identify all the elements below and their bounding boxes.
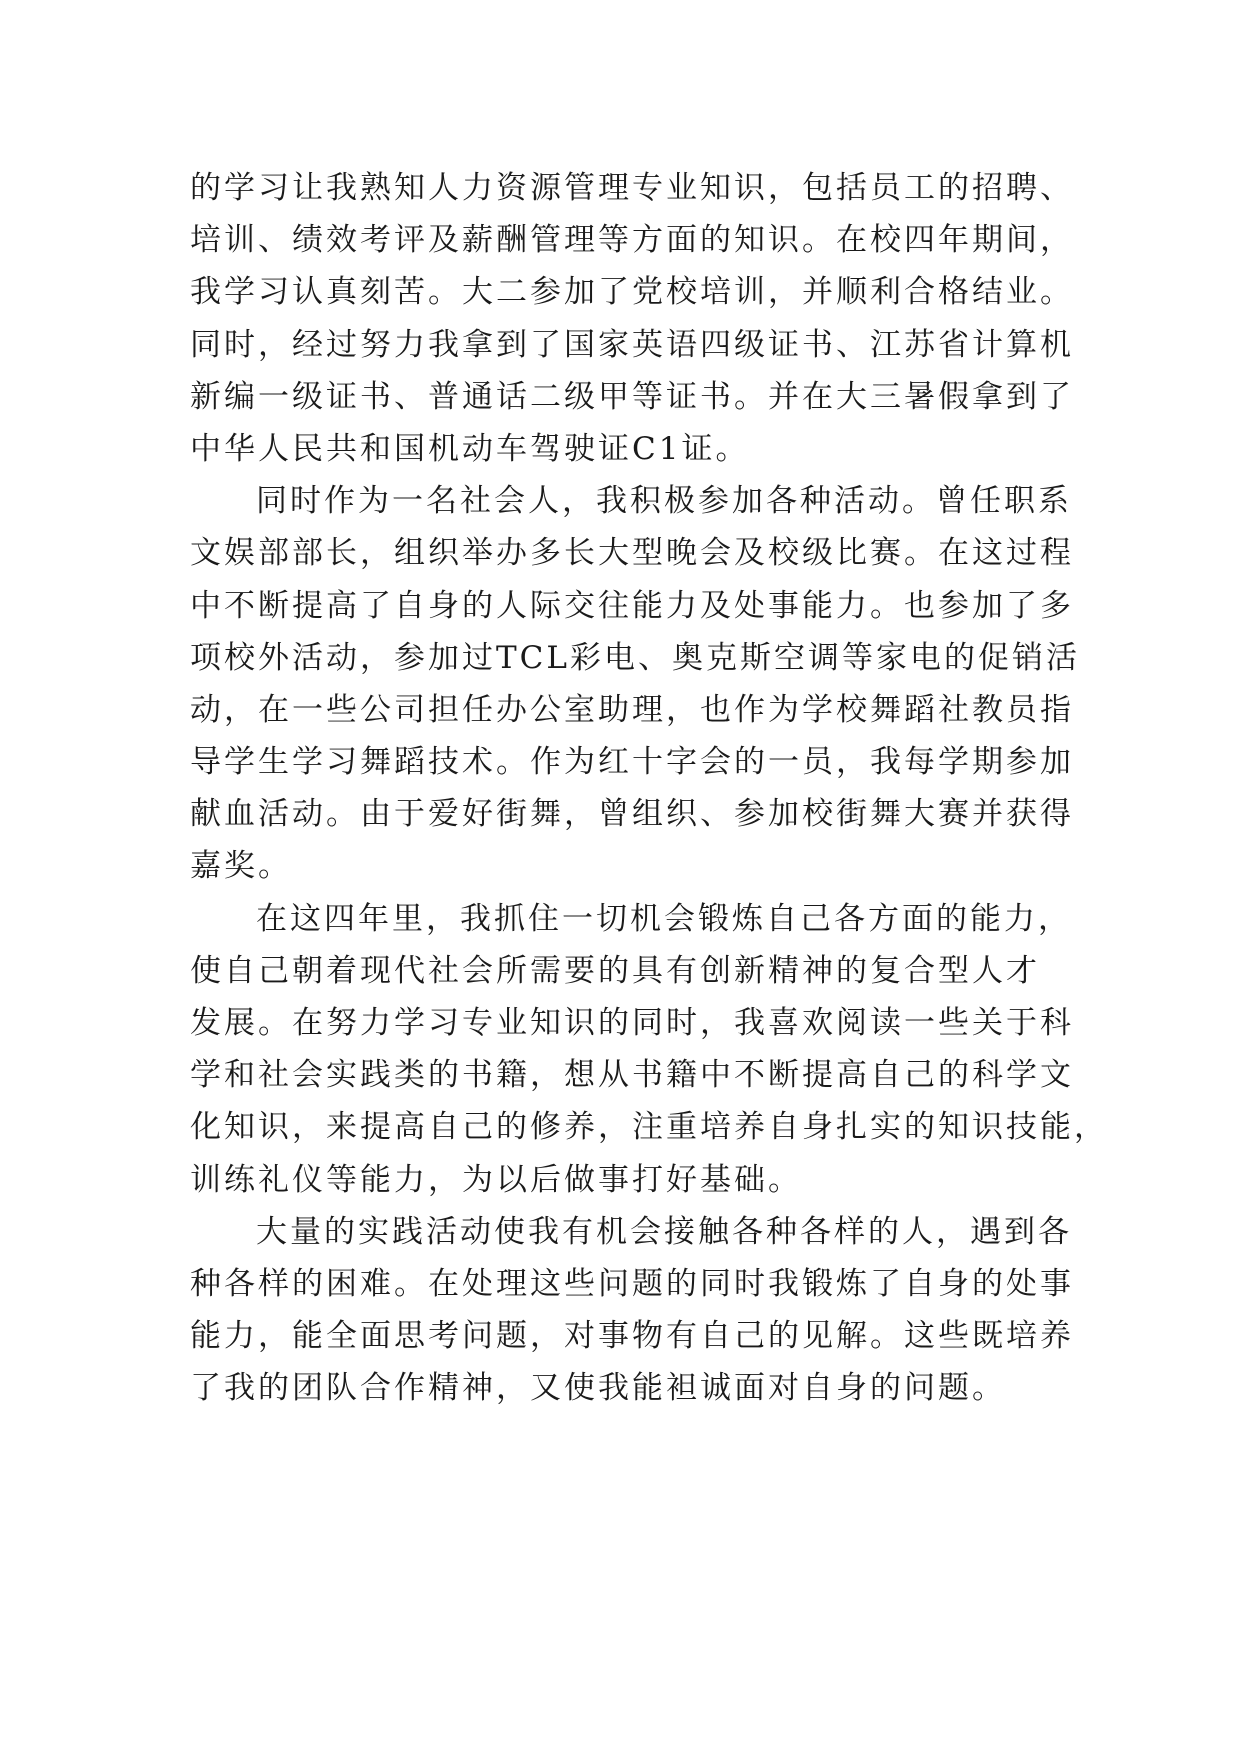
text-line: 培训、绩效考评及薪酬管理等方面的知识。在校四年期间， — [190, 222, 1074, 259]
text-line: 项校外活动，参加过TCL彩电、奥克斯空调等家电的促销活 — [190, 639, 1080, 676]
text-line: 化知识，来提高自己的修养，注重培养自身扎实的知识技能， — [190, 1109, 1108, 1146]
text-line: 发展。在努力学习专业知识的同时，我喜欢阅读一些关于科 — [190, 1005, 1074, 1041]
text-line: 能力，能全面思考问题，对事物有自己的见解。这些既培养 — [190, 1318, 1074, 1355]
text-line: 新编一级证书、普通话二级甲等证书。并在大三暑假拿到了 — [190, 378, 1074, 415]
text-line: 学和社会实践类的书籍，想从书籍中不断提高自己的科学文 — [190, 1057, 1074, 1094]
text-line: 同时，经过努力我拿到了国家英语四级证书、江苏省计算机 — [190, 326, 1074, 363]
text-line: 文娱部部长，组织举办多长大型晚会及校级比赛。在这过程 — [190, 535, 1074, 572]
text-line: 献血活动。由于爱好街舞，曾组织、参加校街舞大赛并获得 — [190, 796, 1074, 833]
text-line: 动，在一些公司担任办公室助理，也作为学校舞蹈社教员指 — [190, 691, 1074, 728]
text-line: 中不断提高了自身的人际交往能力及处事能力。也参加了多 — [190, 587, 1074, 624]
text-line: 训练礼仪等能力，为以后做事打好基础。 — [190, 1161, 802, 1198]
text-line: 同时作为一名社会人，我积极参加各种活动。曾任职系 — [256, 483, 1072, 520]
text-line: 导学生学习舞蹈技术。作为红十字会的一员，我每学期参加 — [190, 744, 1074, 781]
document-body — [190, 162, 1108, 1415]
text-line: 种各样的困难。在处理这些问题的同时我锻炼了自身的处事 — [190, 1265, 1074, 1302]
text-line: 中华人民共和国机动车驾驶证C1证。 — [190, 430, 750, 467]
text-line: 在这四年里，我抓住一切机会锻炼自己各方面的能力， — [256, 900, 1072, 937]
text-line: 嘉奖。 — [190, 848, 292, 885]
text-line: 大量的实践活动使我有机会接触各种各样的人，遇到各 — [256, 1213, 1072, 1250]
text-line: 了我的团队合作精神，又使我能袒诚面对自身的问题。 — [190, 1370, 1006, 1407]
text-line: 的学习让我熟知人力资源管理专业知识，包括员工的招聘、 — [190, 170, 1074, 206]
text-line: 我学习认真刻苦。大二参加了党校培训，并顺利合格结业。 — [190, 274, 1074, 311]
text-line: 使自己朝着现代社会所需要的具有创新精神的复合型人才 — [190, 952, 1040, 989]
